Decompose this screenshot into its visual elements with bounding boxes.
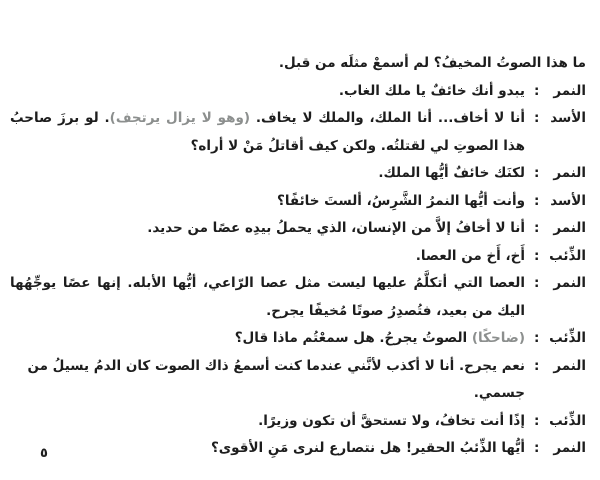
- speaker-colon: :: [534, 440, 540, 456]
- speaker-label: [534, 270, 586, 298]
- speaker-colon: :: [534, 110, 540, 126]
- speaker-name: الذِّئب: [549, 412, 586, 429]
- speaker-name: الذِّئب: [549, 330, 586, 346]
- dialogue-entry: [10, 325, 586, 353]
- dialogue-entry: [10, 215, 586, 243]
- speaker-colon: :: [534, 220, 540, 236]
- stage-direction: (ضاحكًا): [471, 330, 525, 346]
- speaker-label: [534, 78, 586, 106]
- dialogue-entry: [10, 353, 586, 408]
- dialogue-entry: [10, 243, 586, 271]
- speaker-colon: :: [534, 275, 540, 291]
- speaker-label: [534, 105, 586, 133]
- speaker-name: الأسد: [550, 110, 586, 126]
- speaker-label: [534, 435, 586, 463]
- speaker-label: [534, 325, 586, 353]
- speaker-name: النمر: [553, 357, 586, 374]
- stage-direction: (وهو لا يزال يرتجف): [109, 110, 251, 126]
- speaker-colon: :: [534, 412, 540, 429]
- dialogue-text-part: الصوتُ يجرحُ. هل سمعْتُم ماذا قال؟: [234, 330, 472, 346]
- dialogue-text: أَخ، أَخ من العصا.: [415, 247, 525, 264]
- dialogue-text: أنا لا أخافُ إلاَّ من الإنسان، الذي يحملُ بيدِه عصًا من حديد.: [147, 220, 525, 236]
- speaker-colon: :: [534, 82, 540, 99]
- dialogue-entry: [10, 408, 586, 436]
- dialogue-text: [10, 105, 525, 160]
- dialogue-text: وأنت أيُّها النمرُ الشَّرِسُ، ألستَ خائفًا؟: [276, 192, 525, 209]
- speaker-name: الذِّئب: [549, 247, 586, 264]
- dialogue-text: يبدو أنك خائفٌ يا ملك الغاب.: [338, 82, 525, 99]
- dialogue-entry: [10, 435, 586, 463]
- speaker-colon: :: [534, 165, 540, 181]
- dialogue-text: نعم يجرح. أنا لا أكذب لأنَّني عندما كنت أسمعُ ذاك الصوت كان الدمُ يسيلُ من جسمي.: [27, 357, 525, 401]
- speaker-label: [534, 188, 586, 216]
- dialogue-entry: [10, 270, 586, 325]
- dialogue-text: العصا التي أتكلَّمُ عليها ليست مثل عصا الرّاعي، أيُّها الأبله. إنها عصًا يوجِّهُها اليك من بعيد، فتُصدِرُ صوتًا مُخيفًا يجرح.: [10, 275, 525, 319]
- speaker-name: النمر: [553, 440, 586, 456]
- dialogue-text: [10, 325, 525, 353]
- dialogue-text: أيُّها الذِّئبُ الحقير! هل نتصارع لنرى مَنِ الأقوى؟: [210, 440, 525, 456]
- speaker-label: [534, 160, 586, 188]
- dialogue-text: إذًا أنت تخافُ، ولا تستحقَّ أن تكون وزيرًا.: [258, 412, 525, 429]
- dialogue-entry: [10, 105, 586, 160]
- speaker-name: النمر: [553, 275, 586, 291]
- dialogue-text-part: . لو برزَ صاحبُ هذا الصوتِ لي لقتلتُه. ولكن كيف أقاتلُ مَنْ لا أراه؟: [10, 110, 525, 154]
- speaker-label: [534, 243, 586, 271]
- dialogue-entry: [10, 188, 586, 216]
- speaker-label: [534, 408, 586, 436]
- speaker-colon: :: [534, 192, 540, 209]
- speaker-colon: :: [534, 330, 540, 346]
- speaker-name: النمر: [553, 220, 586, 236]
- speaker-name: الأسد: [550, 192, 586, 209]
- speaker-name: النمر: [553, 165, 586, 181]
- speaker-colon: :: [534, 357, 540, 374]
- speaker-name: النمر: [553, 82, 586, 99]
- dialogue-text-part: أنا لا أخاف... أنا الملك، والملك لا يخاف.: [250, 110, 525, 126]
- speaker-colon: :: [534, 247, 540, 264]
- dialogue-entry: [10, 78, 586, 106]
- opening-line: ما هذا الصوتُ المخيفُ؟ لم أسمعْ مثلَه من قبل.: [278, 55, 586, 71]
- dialogue-entry: [10, 160, 586, 188]
- speaker-label: [534, 215, 586, 243]
- page-number: ٥: [40, 446, 48, 461]
- speaker-label: [534, 353, 586, 381]
- dialogue-text: لكنَك خائفٌ أيُّها الملك.: [378, 165, 525, 181]
